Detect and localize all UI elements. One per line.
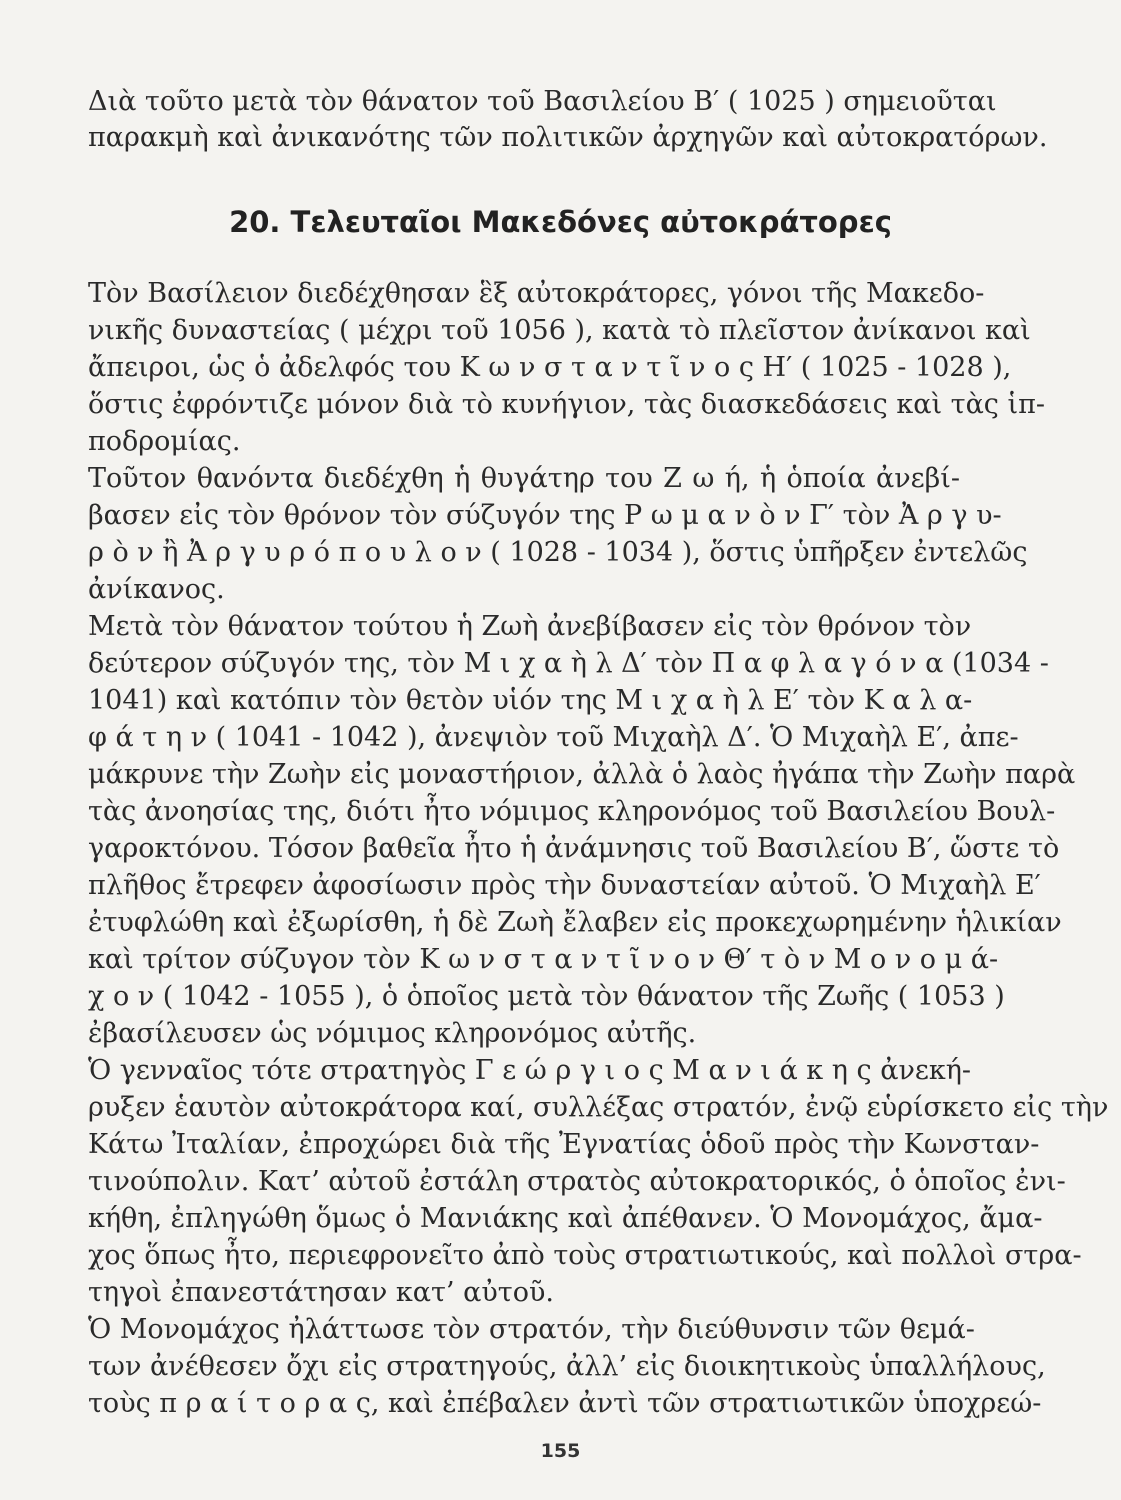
text-line: Τὸν Βασίλειον διεδέχθησαν ἓξ αὐτοκράτορες, γόνοι τῆς Μακεδο-: [88, 278, 985, 309]
text-line: χ ο ν ( 1042 - 1055 ), ὁ ὁποῖος μετὰ τὸν θάνατον τῆς Ζωῆς ( 1053 ): [88, 981, 1005, 1012]
text-line: ἀνίκανος.: [88, 574, 225, 605]
text-line: παρακμὴ καὶ ἀνικανότης τῶν πολιτικῶν ἀρχηγῶν καὶ αὐτοκρατόρων.: [88, 122, 1048, 153]
text-line: τηγοὶ ἐπανεστάτησαν κατ’ αὐτοῦ.: [88, 1277, 554, 1308]
text-line: 1041) καὶ κατόπιν τὸν θετὸν υἱόν της Μ ι χ α ὴ λ Ε′ τὸν Κ α λ α-: [88, 685, 973, 716]
text-line: Ὁ γενναῖος τότε στρατηγὸς Γ ε ώ ρ γ ι ο ς Μ α ν ι ά κ η ς ἀνεκή-: [88, 1055, 972, 1086]
text-line: μάκρυνε τὴν Ζωὴν εἰς μοναστήριον, ἀλλὰ ὁ λαὸς ἠγάπα τὴν Ζωὴν παρὰ: [88, 759, 1076, 790]
text-line: γαροκτόνου. Τόσον βαθεῖα ἦτο ἡ ἀνάμνησις τοῦ Βασιλείου Β′, ὥστε τὸ: [88, 833, 1060, 864]
text-line: ρυξεν ἑαυτὸν αὐτοκράτορα καί, συλλέξας στρατόν, ἐνῷ εὑρίσκετο εἰς τὴν: [88, 1092, 1109, 1123]
text-line: Κάτω Ἰταλίαν, ἐπροχώρει διὰ τῆς Ἐγνατίας ὁδοῦ πρὸς τὴν Κωνσταν-: [88, 1129, 1040, 1160]
text-line: ἐτυφλώθη καὶ ἐξωρίσθη, ἡ δὲ Ζωὴ ἔλαβεν εἰς προκεχωρημένην ἡλικίαν: [88, 907, 1062, 938]
text-line: Διὰ τοῦτο μετὰ τὸν θάνατον τοῦ Βασιλείου Β′ ( 1025 ) σημειοῦται: [88, 86, 997, 117]
text-line: Τοῦτον θανόντα διεδέχθη ἡ θυγάτηρ του Ζ ω ή, ἡ ὁποία ἀνεβί-: [88, 463, 960, 494]
text-line: Ὁ Μονομάχος ἠλάττωσε τὸν στρατόν, τὴν διεύθυνσιν τῶν θεμά-: [88, 1314, 975, 1345]
text-line: νικῆς δυναστείας ( μέχρι τοῦ 1056 ), κατὰ τὸ πλεῖστον ἀνίκανοι καὶ: [88, 315, 1031, 346]
text-line: χος ὅπως ἦτο, περιεφρονεῖτο ἀπὸ τοὺς στρατιωτικούς, καὶ πολλοὶ στρα-: [88, 1240, 1082, 1271]
text-line: τινούπολιν. Κατ’ αὐτοῦ ἐστάλη στρατὸς αὐτοκρατορικός, ὁ ὁποῖος ἐνι-: [88, 1166, 1066, 1197]
text-line: ὅστις ἐφρόντιζε μόνον διὰ τὸ κυνήγιον, τὰς διασκεδάσεις καὶ τὰς ἱπ-: [88, 389, 1045, 420]
text-line: βασεν εἰς τὸν θρόνον τὸν σύζυγόν της Ρ ω μ α ν ὸ ν Γ′ τὸν Ἀ ρ γ υ-: [88, 500, 1002, 531]
text-line: τὰς ἀνοησίας της, διότι ἦτο νόμιμος κληρονόμος τοῦ Βασιλείου Βουλ-: [88, 796, 1056, 827]
text-line: καὶ τρίτον σύζυγον τὸν Κ ω ν σ τ α ν τ ῖ ν ο ν Θ′ τ ὸ ν Μ ο ν ο μ ά-: [88, 944, 999, 975]
text-line: ἄπειροι, ὡς ὁ ἀδελφός του Κ ω ν σ τ α ν τ ῖ ν ο ς Η′ ( 1025 - 1028 ),: [88, 352, 1012, 383]
text-line: κήθη, ἐπληγώθη ὅμως ὁ Μανιάκης καὶ ἀπέθανεν. Ὁ Μονομάχος, ἄμα-: [88, 1203, 1043, 1234]
text-line: Μετὰ τὸν θάνατον τούτου ἡ Ζωὴ ἀνεβίβασεν εἰς τὸν θρόνον τὸν: [88, 611, 972, 642]
text-line: δεύτερον σύζυγόν της, τὸν Μ ι χ α ὴ λ Δ′ τὸν Π α φ λ α γ ό ν α (1034 -: [88, 648, 1049, 679]
text-line: τοὺς π ρ α ί τ ο ρ α ς, καὶ ἐπέβαλεν ἀντὶ τῶν στρατιωτικῶν ὑποχρεώ-: [88, 1388, 1042, 1419]
text-line: φ ά τ η ν ( 1041 - 1042 ), ἀνεψιὸν τοῦ Μιχαὴλ Δ′. Ὁ Μιχαὴλ Ε′, ἀπε-: [88, 722, 1019, 753]
text-line: ποδρομίας.: [88, 426, 241, 457]
text-line: ἐβασίλευσεν ὡς νόμιμος κληρονόμος αὐτῆς.: [88, 1018, 697, 1049]
page-number: 155: [540, 1440, 581, 1462]
text-line: ρ ὸ ν ἢ Ἀ ρ γ υ ρ ό π ο υ λ ο ν ( 1028 - 1034 ), ὅστις ὑπῆρξεν ἐντελῶς: [88, 537, 1028, 568]
text-line: πλῆθος ἔτρεφεν ἀφοσίωσιν πρὸς τὴν δυναστείαν αὐτοῦ. Ὁ Μιχαὴλ Ε′: [88, 870, 1041, 901]
text-line: των ἀνέθεσεν ὄχι εἰς στρατηγούς, ἀλλ’ εἰς διοικητικοὺς ὑπαλλήλους,: [88, 1351, 1046, 1382]
section-heading: 20. Τελευταῖοι Μακεδόνες αὐτοκράτορες: [229, 205, 892, 239]
